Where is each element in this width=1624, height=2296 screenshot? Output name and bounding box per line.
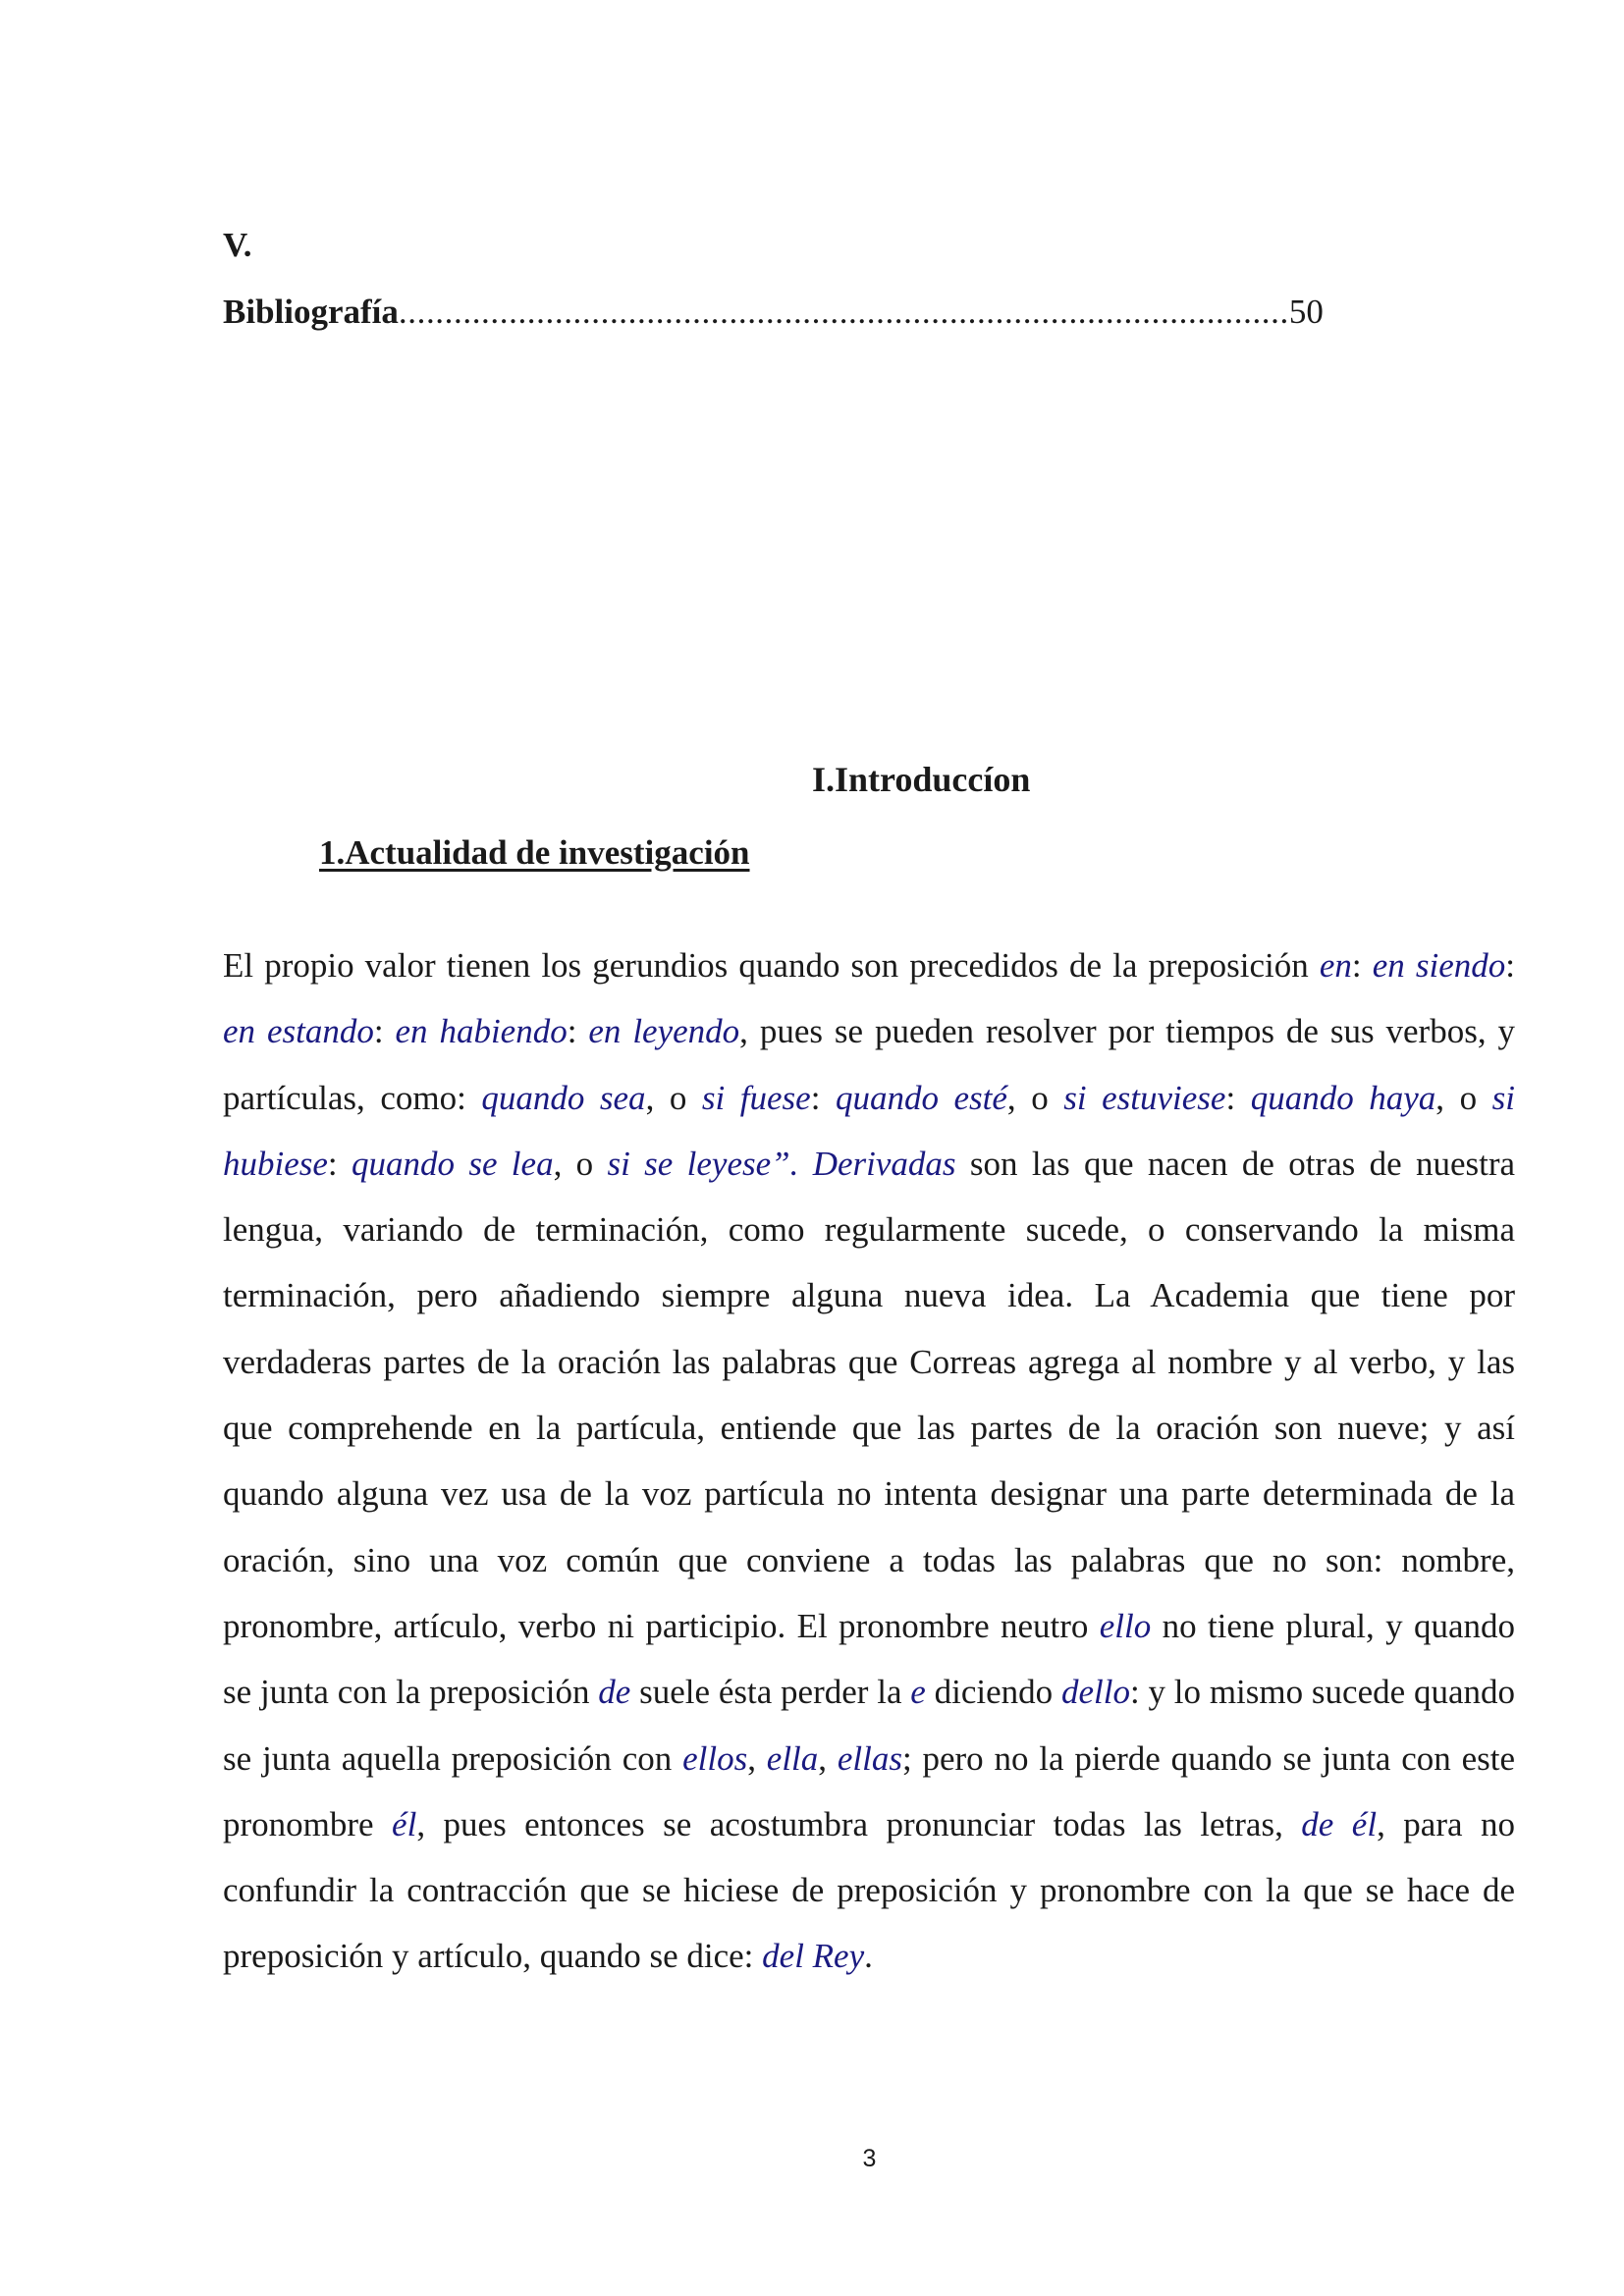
example-word: ellos bbox=[682, 1738, 748, 1778]
chapter-title: I.Introduccíon bbox=[812, 760, 1031, 799]
text-run: , bbox=[747, 1738, 767, 1778]
text-run: : bbox=[810, 1078, 836, 1117]
text-run: no tiene plural, y quando se junta con la preposición bbox=[223, 1606, 1515, 1712]
example-word: quando esté bbox=[835, 1078, 1007, 1117]
text-run: : y lo mismo sucede quando se junta aquella preposición con bbox=[223, 1673, 1515, 1778]
text-run: , bbox=[818, 1738, 838, 1778]
text-run: El propio valor tienen los gerundios quando son precedidos de la preposición bbox=[223, 946, 1320, 985]
text-run: , o bbox=[1435, 1078, 1492, 1117]
example-word: del Rey bbox=[762, 1937, 865, 1976]
text-run: suele ésta perder la bbox=[630, 1673, 911, 1712]
text-run: : bbox=[1505, 946, 1515, 985]
section-title: 1.Actualidad de investigación bbox=[319, 833, 750, 872]
toc-leader-dots: ................................................................................................. bbox=[398, 293, 1289, 331]
text-run: : bbox=[327, 1144, 352, 1183]
page-number: 3 bbox=[862, 2145, 877, 2172]
example-word: quando sea bbox=[481, 1078, 646, 1117]
text-run: , para no confundir la contracción que se hiciese de preposición y pronombre con la que se hace de preposición y artículo, quando se dice: bbox=[223, 1804, 1515, 1976]
example-word: en bbox=[1319, 946, 1352, 985]
toc-entry-page: 50 bbox=[1288, 293, 1324, 331]
example-word: quando haya bbox=[1250, 1078, 1436, 1117]
text-run: diciendo bbox=[925, 1673, 1061, 1712]
example-word: en habiendo bbox=[395, 1012, 568, 1051]
example-word: en leyendo bbox=[588, 1012, 740, 1051]
text-run: : bbox=[1351, 946, 1373, 985]
example-word: quando se lea bbox=[351, 1144, 554, 1183]
example-word: de él bbox=[1301, 1804, 1378, 1843]
body-paragraph bbox=[223, 933, 1515, 1990]
text-run: , pues entonces se acostumbra pronunciar todas las letras, bbox=[416, 1804, 1302, 1843]
example-word: ello bbox=[1099, 1606, 1152, 1645]
text-run: , o bbox=[1006, 1078, 1064, 1117]
text-run: son las que nacen de otras de nuestra lengua, variando de terminación, como regularmente sucede, o conservando la misma terminación, pero añadiendo siempre alguna nueva idea. La Academia que tiene por verdaderas partes de la oración las palabras que Correas agrega al nombre y al verbo, y las que comprehende en la partícula, entiende que las partes de la oración son nueve; y así quando alguna vez usa de la voz partícula no intenta designar una parte determinada de la oración, sino una voz común que conviene a todas las palabras que no son: nombre, pronombre, artículo, verbo ni participio. El pronombre neutro bbox=[223, 1144, 1516, 1645]
example-word: ellas bbox=[837, 1738, 902, 1778]
text-run: : bbox=[1225, 1078, 1251, 1117]
toc-entry-title: Bibliografía bbox=[223, 293, 399, 331]
example-word: si fuese bbox=[701, 1078, 811, 1117]
example-word: e bbox=[910, 1673, 926, 1712]
text-run: , o bbox=[645, 1078, 702, 1117]
example-word: en siendo bbox=[1372, 946, 1506, 985]
toc-entry-number: V. bbox=[223, 226, 252, 264]
text-run: ; pero no la pierde quando se junta con este pronombre bbox=[223, 1738, 1516, 1843]
text-run: . bbox=[864, 1937, 873, 1976]
text-run: , pues se pueden resolver por tiempos de sus verbos, y partículas, como: bbox=[223, 1012, 1515, 1117]
text-run bbox=[798, 1145, 812, 1183]
example-word: si hubiese bbox=[223, 1078, 1515, 1183]
example-word: de bbox=[598, 1673, 631, 1712]
example-word: dello bbox=[1060, 1673, 1130, 1712]
example-word: si se leyese”. bbox=[607, 1144, 799, 1183]
text-run: : bbox=[373, 1012, 396, 1051]
toc-entry-bibliografia bbox=[223, 291, 1480, 334]
example-word: en estando bbox=[223, 1012, 374, 1051]
text-run: : bbox=[567, 1012, 589, 1051]
example-word: él bbox=[392, 1804, 417, 1843]
example-word: Derivadas bbox=[812, 1144, 956, 1183]
example-word: si estuviese bbox=[1063, 1078, 1226, 1117]
text-run: , o bbox=[553, 1144, 608, 1183]
example-word: ella bbox=[766, 1738, 819, 1778]
